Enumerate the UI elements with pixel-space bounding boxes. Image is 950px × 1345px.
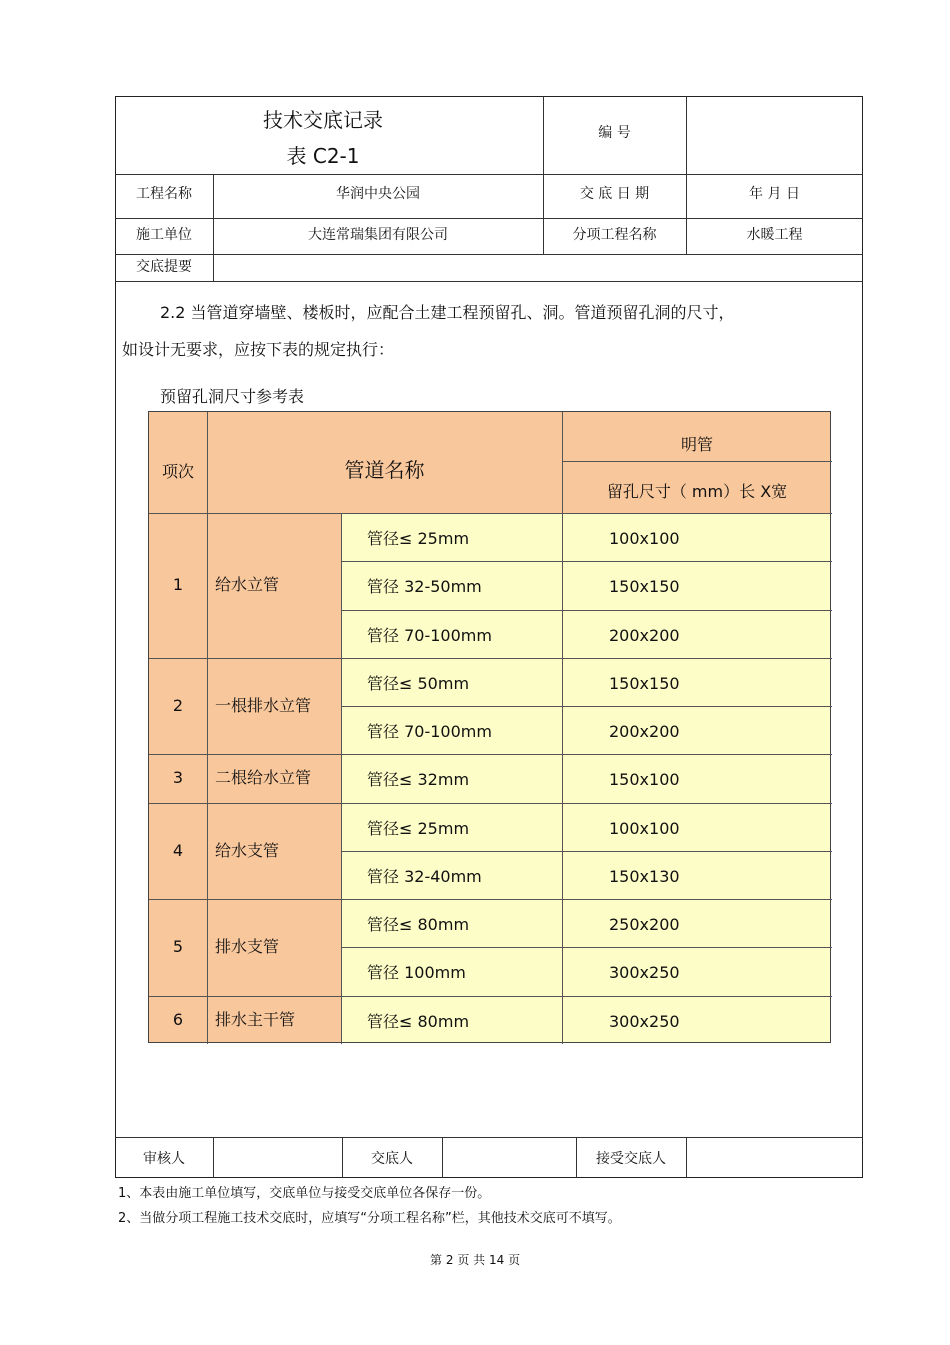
pipe-spec: 管径≤ 50mm: [367, 673, 470, 693]
divider: [115, 218, 863, 219]
grid-line: [149, 803, 832, 804]
project-name-label: 工程名称: [136, 186, 192, 202]
grid-line: [149, 996, 832, 997]
pipe-spec: 管径 70-100mm: [367, 722, 492, 742]
divider: [115, 281, 863, 282]
grid-line: [562, 412, 563, 1044]
pipe-spec: 管径 100mm: [367, 963, 466, 983]
pipe-name: 给水支管: [215, 840, 280, 860]
note-1: 1、本表由施工单位填写，交底单位与接受交底单位各保存一份。: [118, 1186, 491, 1201]
note-2: 2、当做分项工程施工技术交底时，应填写“分项工程名称”栏，其他技术交底可不填写。: [118, 1211, 621, 1226]
row-index: 6: [172, 1009, 184, 1029]
row-index: 1: [172, 575, 184, 595]
grid-line: [149, 658, 832, 659]
pipe-spec: 管径≤ 32mm: [367, 770, 470, 790]
grid-line: [341, 610, 832, 611]
grid-line: [149, 513, 832, 514]
pipe-name: 排水主干管: [215, 1009, 296, 1029]
divider: [115, 174, 863, 175]
grid-line: [341, 706, 832, 707]
pipe-name: 给水立管: [215, 575, 280, 595]
divider: [213, 1137, 214, 1178]
paragraph-line-1: 2.2 当管道穿墙壁、楼板时，应配合土建工程预留孔、洞。管道预留孔洞的尺寸，: [160, 303, 735, 322]
contractor-value: 大连常瑞集团有限公司: [308, 227, 448, 243]
page-prefix: 第: [430, 1253, 443, 1267]
divider: [686, 1137, 687, 1178]
divider: [115, 254, 863, 255]
divider: [442, 1137, 443, 1178]
hole-size: 150x100: [609, 770, 680, 790]
page-mid: 页 共: [457, 1253, 486, 1267]
grid-line: [207, 412, 208, 1044]
subproject-value: 水暖工程: [746, 227, 803, 243]
col-group-header: 明管: [680, 435, 713, 454]
paragraph-line-2: 如设计无要求，应按下表的规定执行：: [122, 340, 395, 359]
hole-size: 150x130: [609, 866, 680, 886]
grid-line: [341, 851, 832, 852]
col-name-header: 管道名称: [344, 458, 425, 482]
date-label: 交 底 日 期: [579, 186, 650, 202]
form-title: 技术交底记录: [263, 108, 383, 132]
discloser-label: 交底人: [371, 1151, 413, 1167]
pipe-spec: 管径≤ 80mm: [367, 915, 470, 935]
pipe-spec: 管径≤ 25mm: [367, 529, 470, 549]
pipe-spec: 管径≤ 25mm: [367, 818, 470, 838]
grid-line: [562, 461, 832, 462]
col-size-header: 留孔尺寸（ mm）长 X宽: [606, 482, 788, 501]
hole-size: 250x200: [609, 915, 680, 935]
grid-line: [341, 561, 832, 562]
hole-size: 200x200: [609, 722, 680, 742]
subproject-label: 分项工程名称: [572, 227, 657, 243]
grid-line: [341, 947, 832, 948]
date-value[interactable]: 年 月 日: [749, 186, 800, 202]
pipe-spec: 管径 32-50mm: [367, 577, 482, 597]
summary-label: 交底提要: [136, 259, 192, 275]
pipe-name: 排水支管: [215, 937, 280, 957]
grid-line: [341, 513, 342, 1044]
page-total: 14: [488, 1253, 505, 1267]
hole-size: 200x200: [609, 625, 680, 645]
hole-size: 100x100: [609, 529, 680, 549]
pipe-name: 二根给水立管: [215, 768, 312, 788]
page-suffix: 页: [508, 1253, 521, 1267]
row-index: 5: [172, 937, 184, 957]
form-number: 表 C2-1: [286, 144, 360, 168]
grid-line: [149, 899, 832, 900]
row-index: 2: [172, 696, 184, 715]
grid-line: [149, 754, 832, 755]
pipe-spec: 管径 32-40mm: [367, 866, 482, 886]
reviewer-label: 审核人: [143, 1151, 185, 1167]
project-name-value: 华润中央公园: [336, 186, 420, 202]
hole-size: 300x250: [609, 963, 680, 983]
hole-size: 150x150: [609, 577, 680, 597]
hole-size: 150x150: [609, 673, 680, 693]
row-index: 4: [172, 840, 184, 860]
hole-size: 300x250: [609, 1011, 680, 1031]
pipe-name: 一根排水立管: [215, 696, 312, 715]
divider: [115, 1137, 863, 1138]
pipe-spec: 管径 70-100mm: [367, 625, 492, 645]
contractor-label: 施工单位: [136, 227, 192, 243]
page-current: 2: [445, 1253, 454, 1267]
receiver-label: 接受交底人: [596, 1151, 666, 1167]
number-label: 编 号: [598, 125, 631, 141]
reference-table: [148, 411, 831, 1043]
hole-size: 100x100: [609, 818, 680, 838]
table-caption: 预留孔洞尺寸参考表: [160, 387, 305, 406]
col-index-header: 项次: [161, 462, 194, 481]
row-index: 3: [172, 768, 184, 788]
page-footer: [430, 1254, 520, 1266]
pipe-spec: 管径≤ 80mm: [367, 1011, 470, 1031]
